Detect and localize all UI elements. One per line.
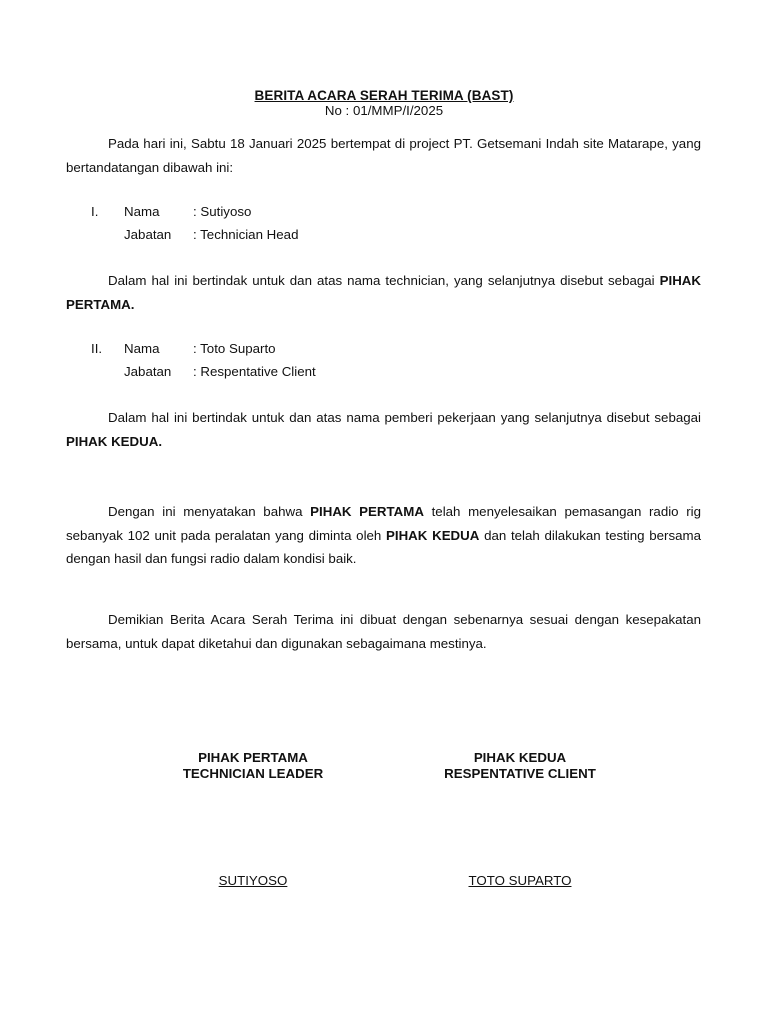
signature-right-party: PIHAK KEDUA xyxy=(473,750,567,765)
document-title: BERITA ACARA SERAH TERIMA (BAST) xyxy=(254,88,514,103)
party-one-description xyxy=(66,269,701,316)
signature-left-role: TECHNICIAN LEADER xyxy=(182,766,324,781)
signature-right-header xyxy=(410,750,630,782)
party-two-role-label: Jabatan xyxy=(124,364,172,379)
statement-text-1: Dengan ini menyatakan bahwa xyxy=(108,504,311,519)
signature-left-header xyxy=(143,750,363,782)
party-one-role-label: Jabatan xyxy=(124,227,172,242)
statement-text-3: dan telah dilakukan testing bersama dengan hasil dan fungsi radio dalam kondisi baik. xyxy=(66,527,701,566)
closing-paragraph: Demikian Berita Acara Serah Terima ini dibuat dengan sebenarnya sesuai dengan kesepakatan bersama, untuk dapat diketahui dan digunakan sebagaimana mestinya. xyxy=(66,612,701,651)
party-one-index: I. xyxy=(91,204,99,219)
party-two-description xyxy=(66,406,701,453)
document-number: No : 01/MMP/I/2025 xyxy=(324,103,444,118)
party-one-name-label: Nama xyxy=(124,204,160,219)
party-two-name-label: Nama xyxy=(124,341,160,356)
intro-paragraph: Pada hari ini, Sabtu 18 Januari 2025 bertempat di project PT. Getsemani Indah site Matarape, yang bertandatangan dibawah ini: xyxy=(66,136,701,175)
statement-text-2: telah menyelesaikan pemasangan radio rig sebanyak 102 unit pada peralatan yang diminta oleh xyxy=(66,504,702,543)
statement-bold-1: PIHAK PERTAMA xyxy=(310,504,424,519)
party-one-desc-text: Dalam hal ini bertindak untuk dan atas nama technician, yang selanjutnya disebut sebagai xyxy=(108,273,660,288)
party-two-index: II. xyxy=(91,341,103,356)
party-two-desc-bold: PIHAK KEDUA. xyxy=(66,433,163,449)
signature-left-party: PIHAK PERTAMA xyxy=(198,750,308,765)
signature-left-name: SUTIYOSO xyxy=(218,873,288,888)
signature-right-name: TOTO SUPARTO xyxy=(468,873,572,888)
statement-paragraph xyxy=(66,500,701,571)
party-one-desc-bold: PIHAK PERTAMA. xyxy=(66,273,701,312)
party-one-role-value: : Technician Head xyxy=(193,227,299,242)
party-two-role-value: : Respentative Client xyxy=(193,364,316,379)
party-two-desc-text: Dalam hal ini bertindak untuk dan atas nama pemberi pekerjaan yang selanjutnya disebut sebagai xyxy=(108,410,701,425)
signature-right-role: RESPENTATIVE CLIENT xyxy=(444,766,596,781)
party-two-name-value: : Toto Suparto xyxy=(193,341,276,356)
party-one-name-value: : Sutiyoso xyxy=(193,204,252,219)
statement-bold-2: PIHAK KEDUA xyxy=(386,527,480,543)
